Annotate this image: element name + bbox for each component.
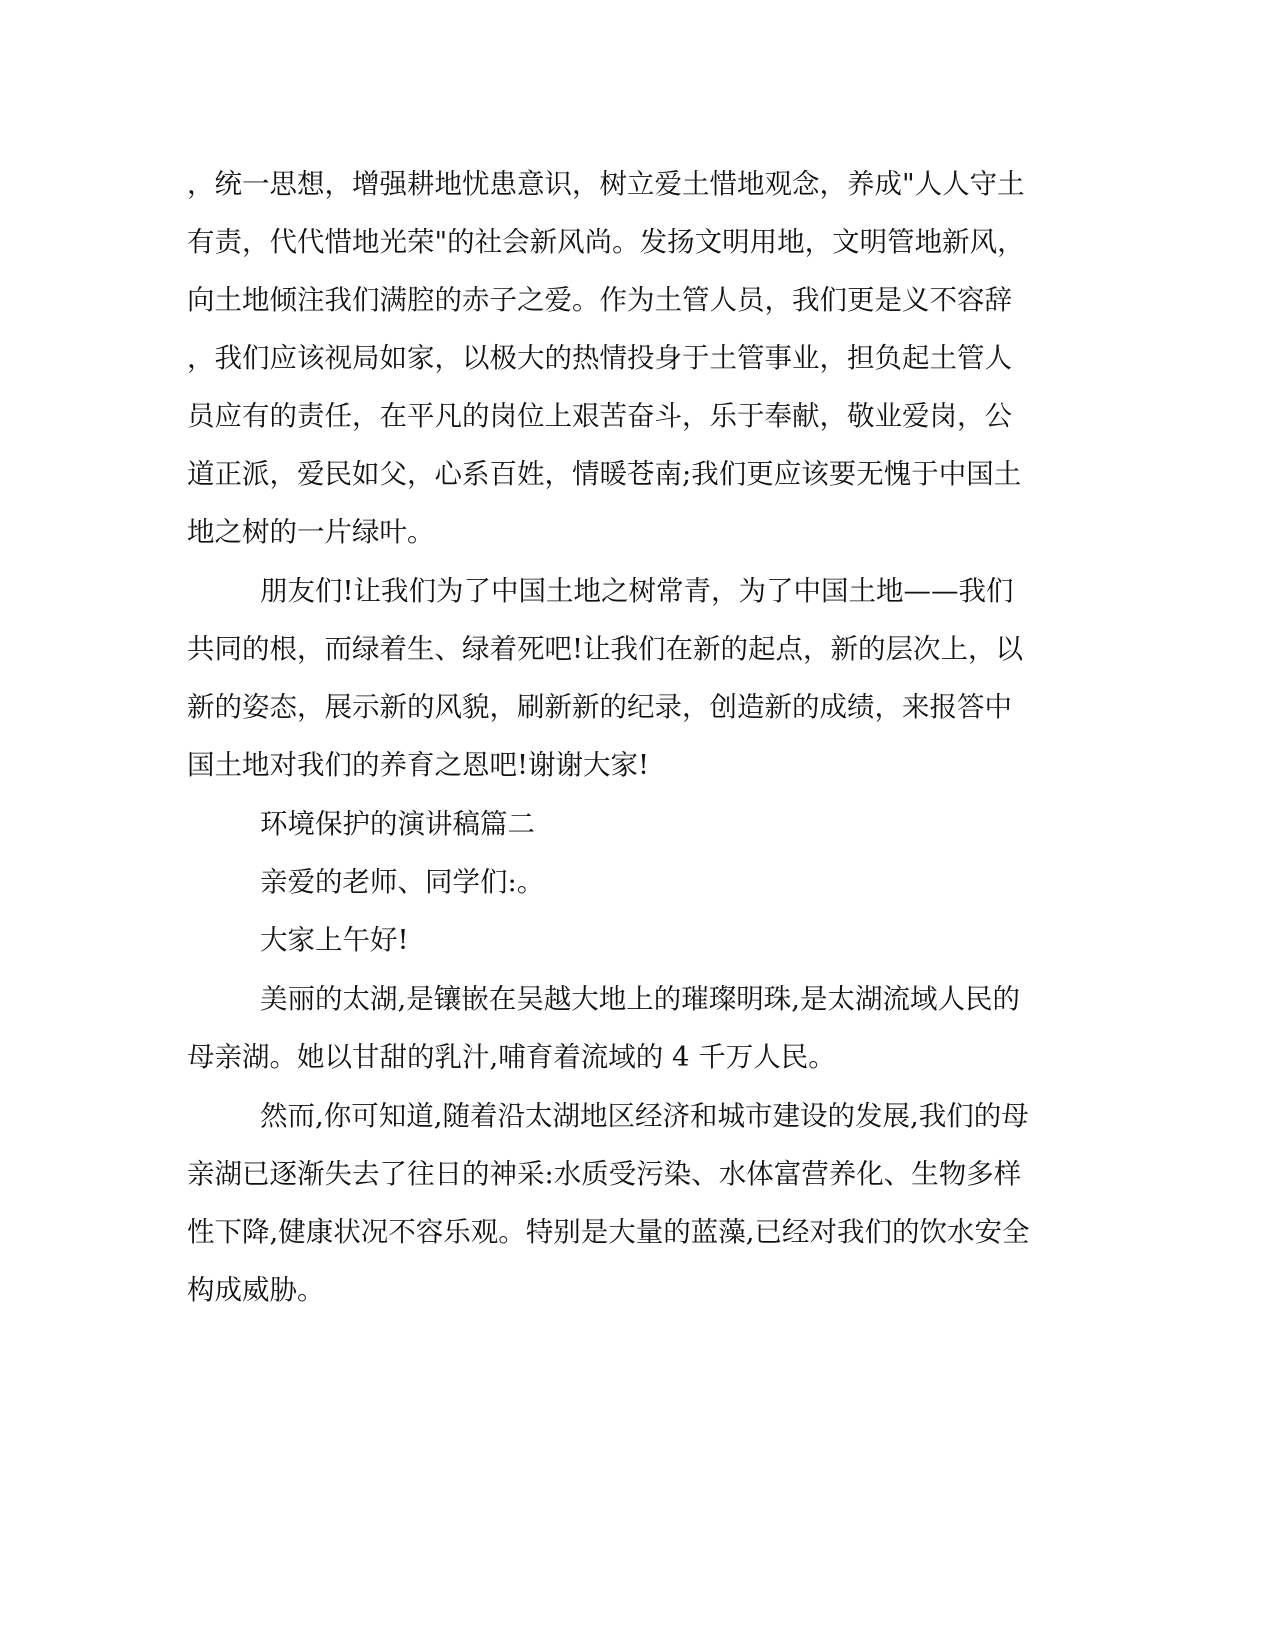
section-heading: 环境保护的演讲稿篇二 xyxy=(260,808,535,840)
text-line: 员应有的责任，在平凡的岗位上艰苦奋斗，乐于奉献，敬业爱岗，公 xyxy=(187,400,1012,432)
text-line: ，我们应该视局如家，以极大的热情投身于土管事业，担负起土管人 xyxy=(187,342,1012,374)
salutation: 亲爱的老师、同学们:。 xyxy=(260,866,545,898)
text-line: 朋友们!让我们为了中国土地之树常青，为了中国土地——我们 xyxy=(260,575,1014,607)
text-line: 国土地对我们的养育之恩吧!谢谢大家! xyxy=(187,749,650,781)
text-line: 共同的根，而绿着生、绿着死吧!让我们在新的起点，新的层次上，以 xyxy=(187,633,1024,665)
greeting: 大家上午好! xyxy=(260,924,409,956)
text-line: 向土地倾注我们满腔的赤子之爱。作为土管人员，我们更是义不容辞 xyxy=(187,284,1012,316)
text-line: 新的姿态，展示新的风貌，刷新新的纪录，创造新的成绩，来报答中 xyxy=(187,691,1012,723)
text-line: 地之树的一片绿叶。 xyxy=(187,516,435,548)
text-line: 有责，代代惜地光荣"的社会新风尚。发扬文明用地，文明管地新风， xyxy=(187,226,1025,258)
text-line: 母亲湖。她以甘甜的乳汁,哺育着流域的 4 千万人民。 xyxy=(187,1041,836,1073)
text-line: 美丽的太湖,是镶嵌在吴越大地上的璀璨明珠,是太湖流域人民的 xyxy=(260,983,1020,1015)
text-line: 构成威胁。 xyxy=(187,1274,325,1306)
text-line: ，统一思想，增强耕地忧患意识，树立爱土惜地观念，养成"人人守土 xyxy=(187,168,1025,200)
text-line: 性下降,健康状况不容乐观。特别是大量的蓝藻,已经对我们的饮水安全 xyxy=(187,1216,1030,1248)
text-line: 亲湖已逐渐失去了往日的神采:水质受污染、水体富营养化、生物多样 xyxy=(187,1158,1022,1190)
text-line: 道正派，爱民如父，心系百姓，情暖苍南;我们更应该要无愧于中国土 xyxy=(187,458,1022,490)
text-line: 然而,你可知道,随着沿太湖地区经济和城市建设的发展,我们的母 xyxy=(260,1100,1029,1132)
